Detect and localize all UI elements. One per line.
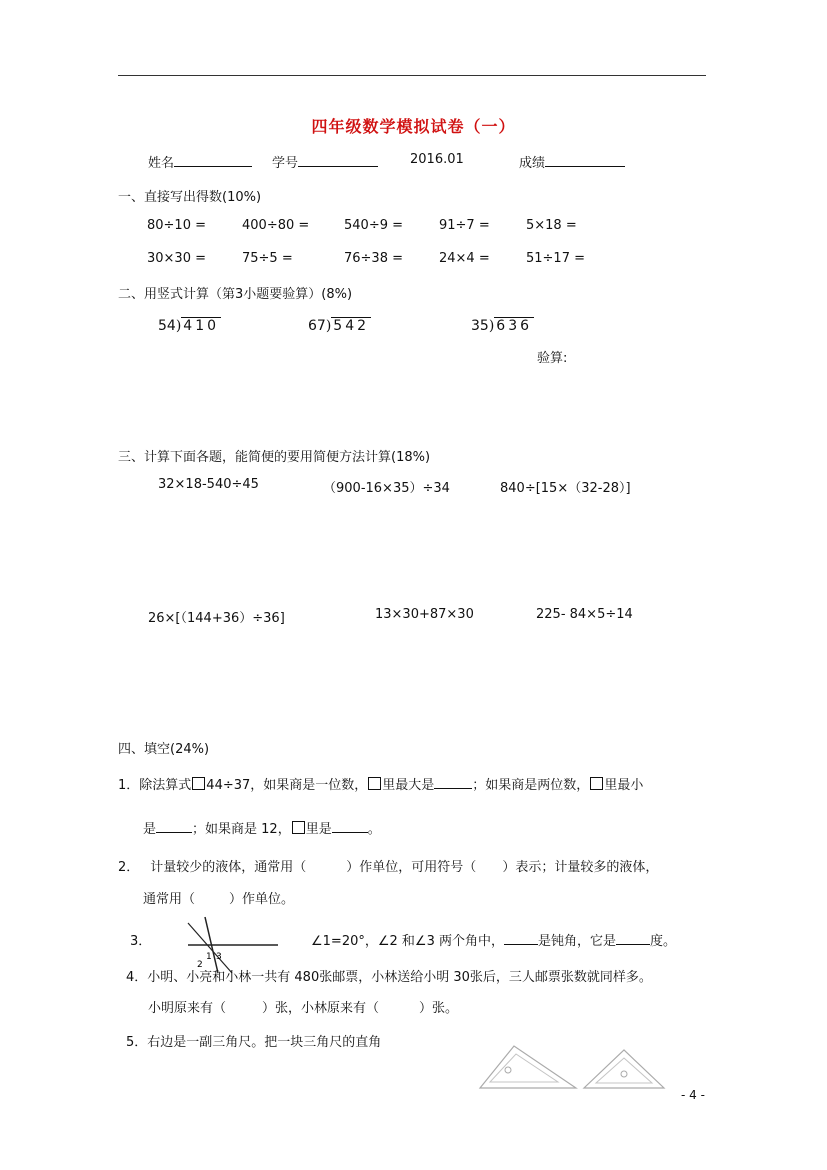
expression: （900-16×35）÷34: [323, 481, 450, 496]
q1-text: 里最大是: [382, 778, 435, 793]
header-rule: [118, 75, 706, 76]
q2-text: ）作单位。: [229, 892, 295, 907]
answer-blank[interactable]: [156, 820, 192, 833]
q1-text: 是: [143, 822, 157, 837]
answer-blank[interactable]: [616, 932, 650, 945]
calc-item: 24×4 =: [439, 251, 490, 266]
calc-item: 400÷80 =: [242, 218, 310, 233]
box-placeholder: [192, 777, 205, 790]
answer-blank[interactable]: [504, 932, 538, 945]
question-number: 5．: [126, 1035, 148, 1050]
question-number: 4．: [126, 970, 148, 985]
q4-text: 小明、小亮和小林一共有 480张邮票，小林送给小明 30张后，三人邮票张数就同样多。: [147, 970, 652, 985]
calc-item: 540÷9 =: [344, 218, 404, 233]
dividend: 636: [496, 318, 533, 334]
box-placeholder: [368, 777, 381, 790]
set-squares-figure: [478, 1040, 668, 1092]
expression: 840÷[15×（32-28）]: [500, 481, 631, 496]
question-number: 1．: [118, 778, 140, 793]
calc-item: 80÷10 =: [147, 218, 207, 233]
long-division-3: [471, 317, 534, 334]
expression: 32×18-540÷45: [158, 477, 259, 492]
question-2-line1: [118, 856, 658, 875]
ruler-hole: [505, 1067, 511, 1073]
division-bracket: ): [488, 318, 495, 334]
exam-date: 2016.01: [410, 152, 464, 167]
answer-blank[interactable]: [434, 776, 472, 789]
divisor: 35: [471, 318, 489, 334]
q1-text: 。: [367, 822, 381, 837]
expression: 26×[（144+36）÷36]: [148, 611, 285, 626]
question-5-line1: [126, 1031, 381, 1050]
score-label: 成绩: [519, 156, 546, 171]
id-blank[interactable]: [298, 154, 378, 167]
calc-item: 30×30 =: [147, 251, 207, 266]
id-label: 学号: [272, 156, 299, 171]
section3-heading: 三、计算下面各题，能简便的要用简便方法计算(18%): [118, 450, 431, 465]
dividend: 410: [183, 318, 220, 334]
angle-label: 2: [197, 960, 203, 970]
expression: 13×30+87×30: [375, 607, 474, 622]
calc-item: 5×18 =: [526, 218, 577, 233]
answer-blank[interactable]: [332, 820, 368, 833]
q3-text: 是钝角，它是: [537, 934, 616, 949]
check-label: 验算:: [537, 351, 568, 366]
q1-text: ；如果商是两位数，: [472, 778, 590, 793]
triangle-ruler-45: [584, 1050, 664, 1088]
name-label: 姓名: [148, 156, 175, 171]
q1-text: 里是: [305, 822, 332, 837]
box-placeholder: [292, 821, 305, 834]
section2-heading: 二、用竖式计算（第3小题要验算）(8%): [118, 287, 353, 302]
q2-text: 通常用（: [143, 892, 196, 907]
q3-text: ∠1=20°，∠2 和∠3 两个角中，: [311, 934, 504, 949]
section1-heading: 一、直接写出得数(10%): [118, 190, 262, 205]
q1-text: ；如果商是 12，: [192, 822, 291, 837]
calc-item: 75÷5 =: [242, 251, 293, 266]
q4-text: ）张。: [419, 1001, 459, 1016]
ruler-hole: [621, 1071, 627, 1077]
section4-heading: 四、填空(24%): [118, 742, 210, 757]
box-placeholder: [590, 777, 603, 790]
question-4-line2: [148, 997, 458, 1016]
question-3-text: [311, 930, 676, 949]
q2-text: ）作单位，可用符号（: [346, 860, 477, 875]
question-number: 2．: [118, 860, 140, 875]
score-field: [519, 152, 625, 171]
score-blank[interactable]: [545, 154, 625, 167]
q5-text: 右边是一副三角尺。把一块三角尺的直角: [147, 1035, 382, 1050]
division-bracket: ): [325, 318, 332, 334]
q1-text: 除法算式: [139, 778, 192, 793]
question-1-line1: [118, 774, 643, 793]
calc-item: 91÷7 =: [439, 218, 490, 233]
triangle-ruler-inner: [490, 1054, 558, 1082]
angle-label: 3: [216, 952, 222, 962]
q1-text: 44÷37，如果商是一位数，: [206, 778, 368, 793]
page-number: - 4 -: [681, 1088, 705, 1102]
question-2-line2: [143, 888, 294, 907]
question-1-line2: [143, 818, 381, 837]
calc-item: 76÷38 =: [344, 251, 404, 266]
q2-text: ）表示；计量较多的液体，: [502, 860, 659, 875]
question-number: 3．: [130, 934, 152, 949]
angle-label: 1: [206, 952, 212, 962]
page-title: 四年级数学模拟试卷（一）: [311, 117, 516, 136]
dividend: 542: [333, 318, 370, 334]
long-division-2: [308, 317, 371, 334]
question-4-line1: [126, 966, 652, 985]
q4-text: ）张，小林原来有（: [262, 1001, 380, 1016]
division-bracket: ): [175, 318, 182, 334]
q1-text: 里最小: [604, 778, 644, 793]
q4-text: 小明原来有（: [148, 1001, 227, 1016]
name-field: [148, 152, 252, 171]
q3-text: 度。: [650, 934, 677, 949]
long-division-1: [158, 317, 221, 334]
name-blank[interactable]: [174, 154, 252, 167]
divisor: 67: [308, 318, 326, 334]
calc-item: 51÷17 =: [526, 251, 586, 266]
expression: 225- 84×5÷14: [536, 607, 633, 622]
id-field: [272, 152, 378, 171]
divisor: 54: [158, 318, 176, 334]
q2-text: 计量较少的液体，通常用（: [150, 860, 307, 875]
